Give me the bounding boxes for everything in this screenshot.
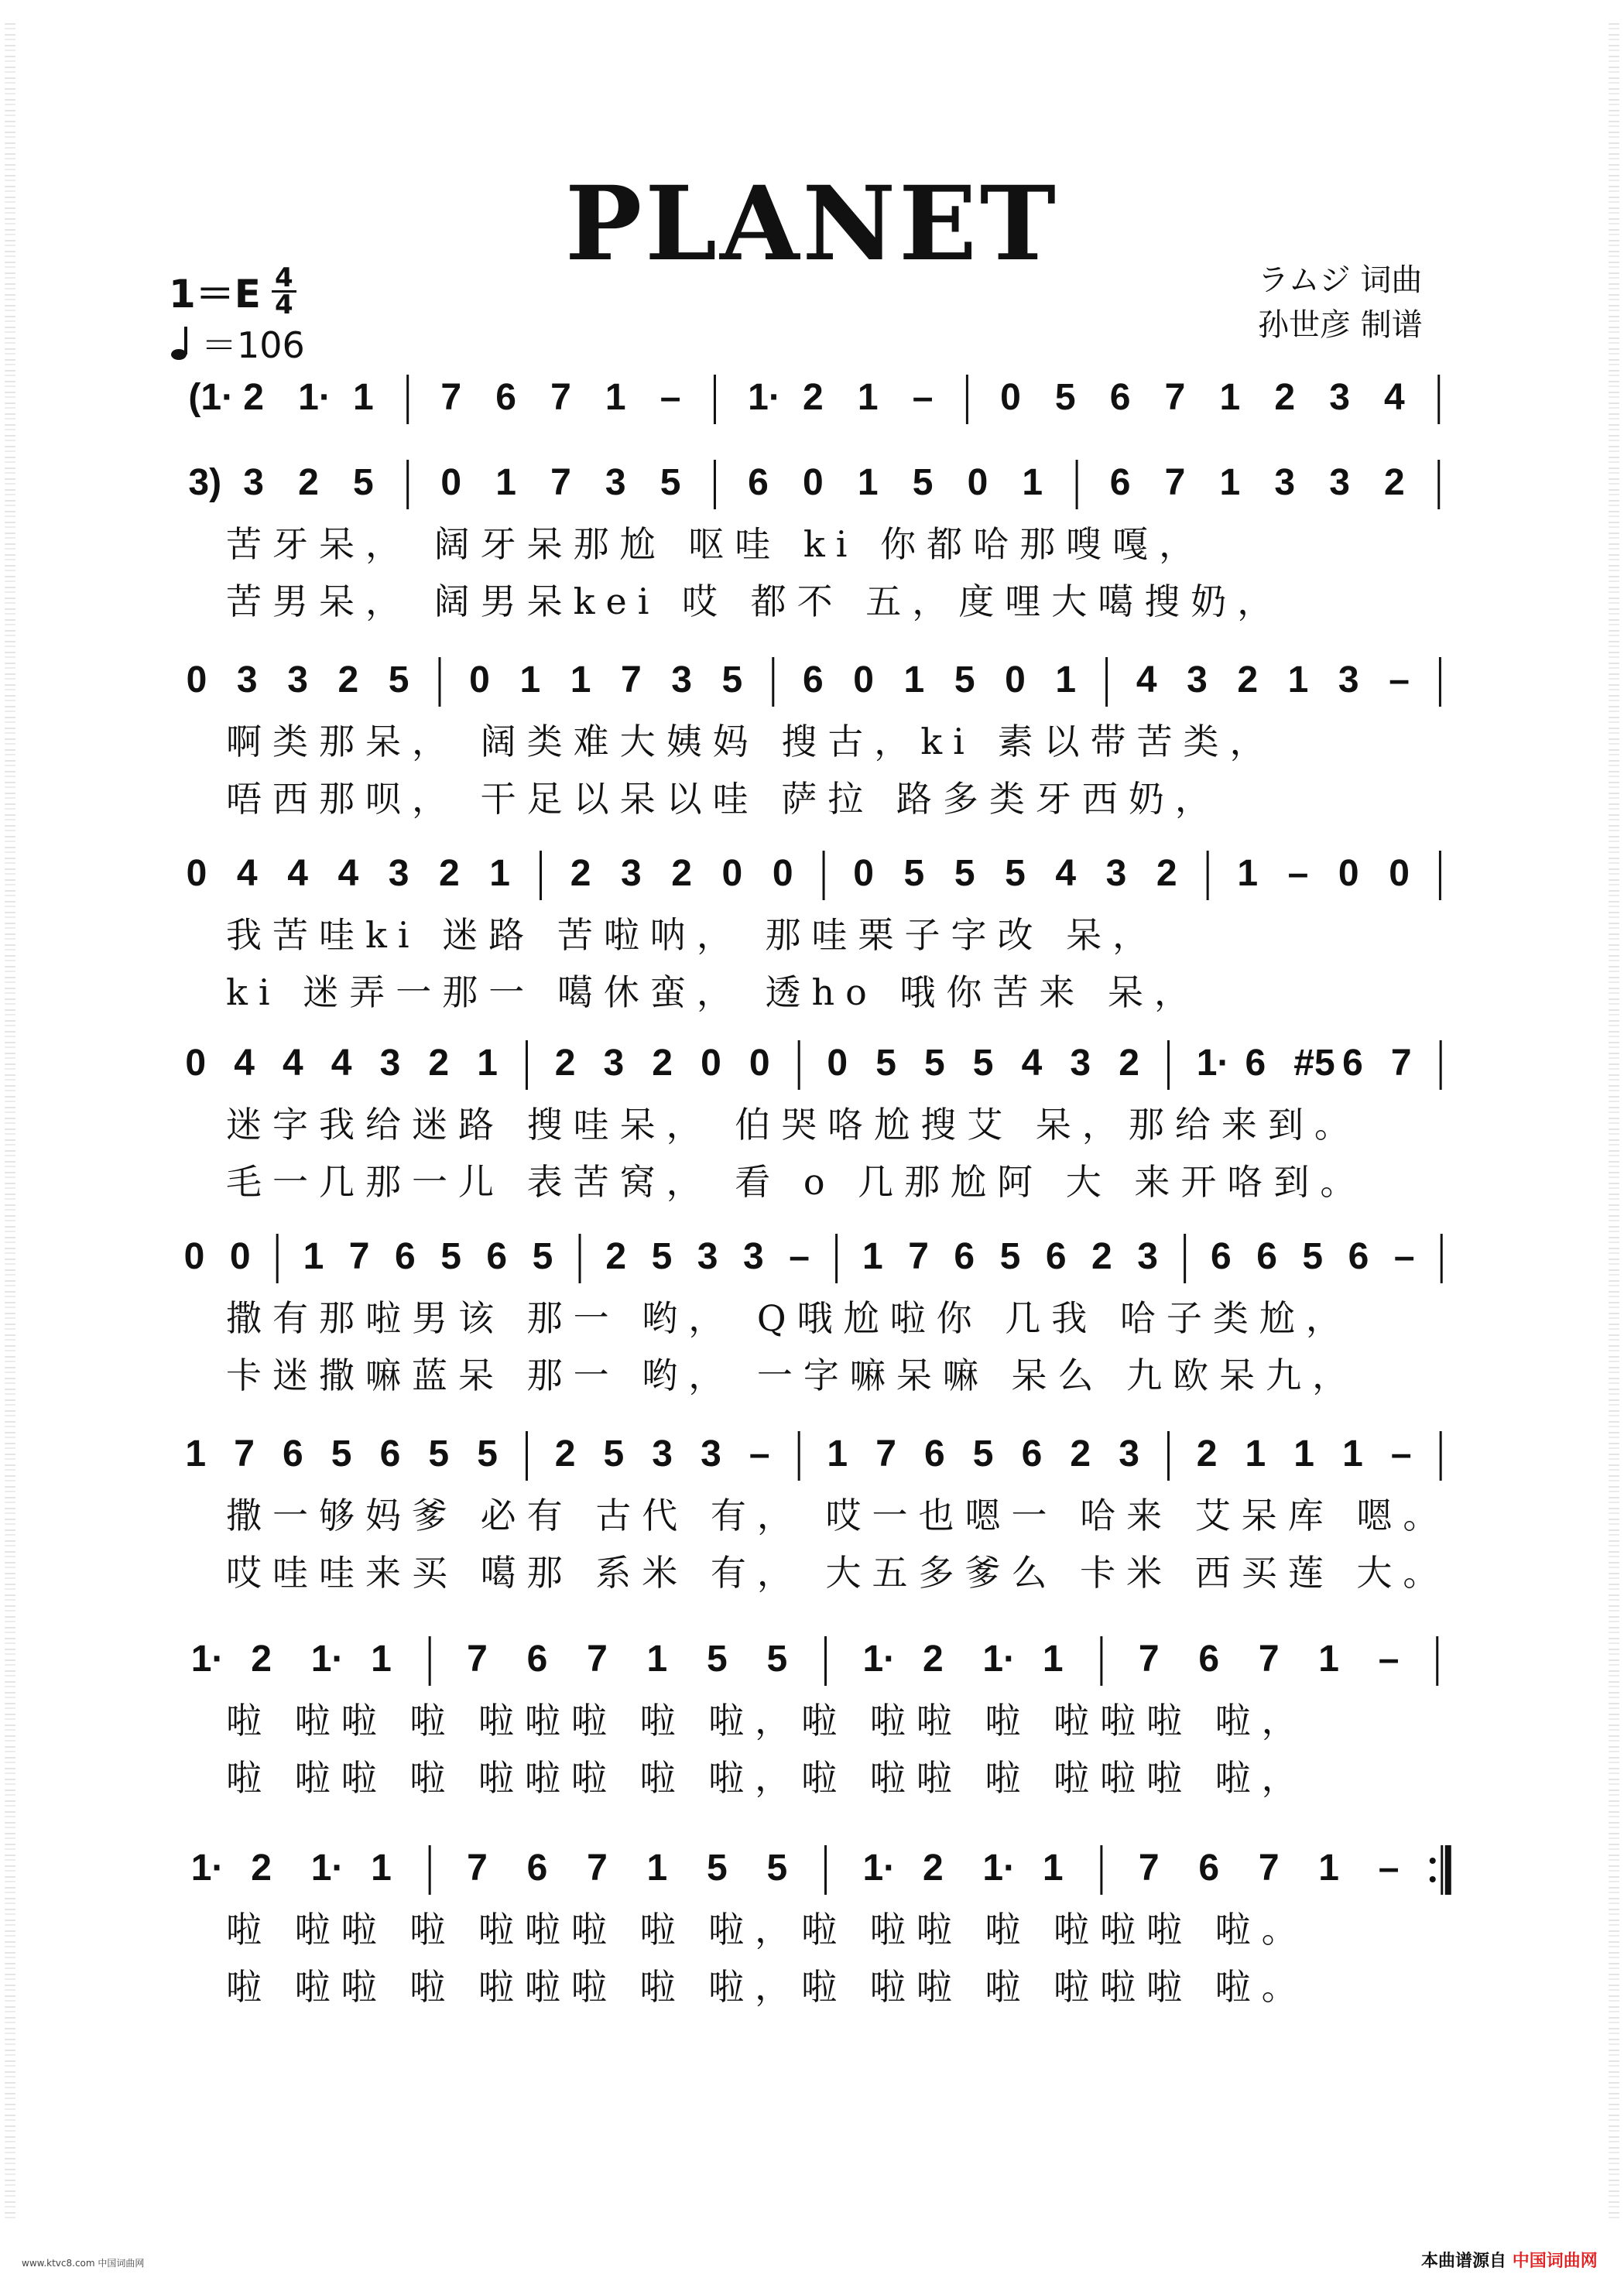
jianpu-note: – <box>660 377 681 418</box>
jianpu-note: 6 <box>1348 1236 1369 1277</box>
jianpu-note: 1 <box>1055 659 1077 700</box>
jianpu-note: 1 <box>1318 1639 1339 1680</box>
jianpu-note: 0 <box>853 853 874 894</box>
jianpu-note: 7 <box>1390 1043 1412 1084</box>
lyric-line: ki 迷弄一那一 噶休蛮， 透ho 哦你苦来 呆， <box>226 971 1201 1013</box>
jianpu-note: 3 <box>1105 853 1127 894</box>
jianpu-note: 2 <box>570 853 591 894</box>
jianpu-note: 6 <box>526 1639 548 1680</box>
jianpu-note: 5 <box>721 659 743 700</box>
jianpu-note: 3 <box>701 1433 721 1474</box>
jianpu-note: 6 <box>283 1433 303 1474</box>
jianpu-note: #5 <box>1293 1043 1335 1084</box>
jianpu-note: 7 <box>467 1848 488 1889</box>
jianpu-note: 1 <box>862 1236 883 1277</box>
jianpu-note: 7 <box>550 377 571 418</box>
jianpu-note: 0 <box>183 1236 205 1277</box>
lyric-line: 哎哇哇来买 噶那 系米 有， 大五多爹么 卡米 西买莲 大。 <box>226 1552 1450 1594</box>
jianpu-note: 3 <box>1070 1043 1091 1084</box>
jianpu-note: 2 <box>1156 853 1177 894</box>
lyric-line: 啦 啦啦 啦 啦啦啦 啦 啦，啦 啦啦 啦 啦啦啦 啦， <box>226 1700 1308 1742</box>
jianpu-note: 5 <box>1005 853 1026 894</box>
jianpu-note: 5 <box>1054 377 1076 418</box>
jianpu-note: 4 <box>1136 659 1157 700</box>
jianpu-note: 4 <box>1384 377 1405 418</box>
jianpu-note: 1 <box>477 1043 498 1084</box>
jianpu-note: 4 <box>1055 853 1077 894</box>
jianpu-note: 2 <box>251 1848 272 1889</box>
jianpu-note: 5 <box>972 1433 994 1474</box>
jianpu-note: 1 <box>303 1236 324 1277</box>
jianpu-note: 7 <box>1138 1639 1160 1680</box>
jianpu-note: 5 <box>532 1236 553 1277</box>
jianpu-note: 6 <box>1245 1043 1266 1084</box>
jianpu-note: 2 <box>1196 1433 1218 1474</box>
jianpu-note: 1 <box>185 1433 207 1474</box>
jianpu-note: 0 <box>185 1043 207 1084</box>
jianpu-note: 1 <box>605 377 626 418</box>
jianpu-note: 3 <box>236 659 258 700</box>
jianpu-note: 3 <box>388 853 409 894</box>
jianpu-note: 1 <box>352 377 374 418</box>
jianpu-note: 5 <box>1302 1236 1324 1277</box>
jianpu-note: 3 <box>621 853 642 894</box>
jianpu-note: 7 <box>1258 1639 1280 1680</box>
jianpu-note: 6 <box>748 462 769 503</box>
jianpu-note: 2 <box>439 853 460 894</box>
transcriber-credit: 孙世彦 制谱 <box>1258 307 1423 343</box>
jianpu-note: – <box>789 1236 810 1277</box>
jianpu-note: 6 <box>803 659 824 700</box>
jianpu-note: 5 <box>766 1848 788 1889</box>
jianpu-note: 1 <box>1293 1433 1314 1474</box>
jianpu-note: 1 <box>519 659 541 700</box>
footer-brand: 中国词曲网 <box>1512 2252 1598 2271</box>
jianpu-note: 6 <box>924 1433 945 1474</box>
jianpu-note: 1 <box>1219 462 1241 503</box>
tempo-label: ＝106 <box>201 324 305 366</box>
jianpu-note: 6 <box>1198 1848 1220 1889</box>
jianpu-note: 4 <box>1021 1043 1043 1084</box>
lyric-line: 撒一够妈爹 必有 古代 有， 哎一也嗯一 哈来 艾呆库 嗯。 <box>226 1495 1450 1536</box>
jianpu-note: 5 <box>912 462 934 503</box>
jianpu-note: 4 <box>287 853 308 894</box>
jianpu-note: – <box>1393 1236 1415 1277</box>
jianpu-note: 0 <box>1000 377 1021 418</box>
jianpu-note: 5 <box>903 853 925 894</box>
jianpu-note: 2 <box>298 462 319 503</box>
jianpu-note: 4 <box>331 1043 352 1084</box>
jianpu-note: 3 <box>1137 1236 1158 1277</box>
jianpu-note: 6 <box>526 1848 548 1889</box>
jianpu-note: 7 <box>875 1433 896 1474</box>
meter-top: 4 <box>272 265 296 293</box>
jianpu-note: 6 <box>1256 1236 1277 1277</box>
jianpu-note: 7 <box>1164 462 1186 503</box>
lyric-line: 卡迷撒嘛蓝呆 那一 哟， 一字嘛呆嘛 呆么 九欧呆九， <box>226 1355 1359 1396</box>
lyric-line: 迷字我给迷路 搜哇呆， 伯哭咯尬搜艾 呆，那给来到。 <box>226 1104 1361 1146</box>
jianpu-note: 3 <box>652 1433 673 1474</box>
jianpu-note: 2 <box>243 377 264 418</box>
jianpu-note: 5 <box>954 853 975 894</box>
jianpu-note: 5 <box>660 462 681 503</box>
jianpu-note: 2 <box>1091 1236 1112 1277</box>
repeat-dot <box>1430 1876 1436 1882</box>
jianpu-note: 7 <box>621 659 642 700</box>
jianpu-note: 0 <box>1338 853 1359 894</box>
jianpu-note: 5 <box>388 659 409 700</box>
jianpu-note: 5 <box>477 1433 498 1474</box>
lyricist-composer-credit: ラムジ 词曲 <box>1258 262 1423 298</box>
jianpu-note: 7 <box>587 1848 608 1889</box>
jianpu-note: 5 <box>603 1433 625 1474</box>
jianpu-note: (1· <box>188 377 235 418</box>
jianpu-note: 0 <box>827 1043 848 1084</box>
jianpu-note: 0 <box>186 853 207 894</box>
jianpu-note: 7 <box>440 377 462 418</box>
lyric-line: 啦 啦啦 啦 啦啦啦 啦 啦，啦 啦啦 啦 啦啦啦 啦。 <box>226 1909 1308 1950</box>
jianpu-note: 2 <box>554 1433 576 1474</box>
jianpu-note: 3 <box>671 659 692 700</box>
jianpu-note: 7 <box>467 1639 488 1680</box>
jianpu-note: 2 <box>922 1848 944 1889</box>
jianpu-note: 1 <box>1287 659 1309 700</box>
jianpu-note: 2 <box>251 1639 272 1680</box>
jianpu-note: 7 <box>1164 377 1186 418</box>
jianpu-note: 1 <box>1042 1639 1064 1680</box>
jianpu-note: 5 <box>999 1236 1021 1277</box>
lyric-line: 啊类那呆， 阔类难大姨妈 搜古，ki 素以带苦类， <box>226 721 1276 762</box>
jianpu-note: 2 <box>605 1236 627 1277</box>
jianpu-note: 1 <box>903 659 925 700</box>
jianpu-note: 0 <box>186 659 207 700</box>
lyric-line: 撒有那啦男该 那一 哟， Q哦尬啦你 几我 哈子类尬， <box>226 1297 1352 1339</box>
jianpu-note: 1 <box>489 853 510 894</box>
jianpu-note: 5 <box>707 1848 728 1889</box>
jianpu-note: 3 <box>379 1043 401 1084</box>
jianpu-note: 0 <box>1389 853 1410 894</box>
jianpu-note: 0 <box>803 462 824 503</box>
jianpu-note: 1 <box>1318 1848 1339 1889</box>
jianpu-note: 3 <box>1187 659 1208 700</box>
lyric-line: 毛一几那一儿 表苦窝， 看 o 几那尬阿 大 来开咯到。 <box>226 1161 1367 1203</box>
jianpu-note: 2 <box>1384 462 1405 503</box>
jianpu-note: – <box>1378 1639 1400 1680</box>
jianpu-note: 3 <box>1329 462 1350 503</box>
jianpu-note: 3 <box>603 1043 625 1084</box>
jianpu-note: 4 <box>236 853 258 894</box>
footer-source-prefix: 本曲谱源自 <box>1421 2252 1507 2271</box>
jianpu-note: 1 <box>1219 377 1241 418</box>
jianpu-note: 5 <box>707 1639 728 1680</box>
jianpu-note: 1 <box>1237 853 1259 894</box>
jianpu-note: 5 <box>954 659 975 700</box>
jianpu-note: 6 <box>379 1433 401 1474</box>
jianpu-note: 0 <box>967 462 988 503</box>
jianpu-note: – <box>1287 853 1309 894</box>
footer-website: www.ktvc8.com 中国词曲网 <box>22 2258 145 2269</box>
jianpu-note: 1 <box>1342 1433 1363 1474</box>
lyric-line: 啦 啦啦 啦 啦啦啦 啦 啦，啦 啦啦 啦 啦啦啦 啦， <box>226 1757 1308 1799</box>
jianpu-note: 1 <box>1042 1848 1064 1889</box>
jianpu-note: 1 <box>1022 462 1043 503</box>
jianpu-note: 1· <box>862 1639 896 1680</box>
lyric-line: 苦牙呆， 阔牙呆那尬 呕哇 ki 你都哈那嗖嘎， <box>226 523 1206 565</box>
footer-source <box>1421 2248 1598 2272</box>
jianpu-note: 7 <box>587 1639 608 1680</box>
jianpu-note: 2 <box>803 377 824 418</box>
jianpu-note: 0 <box>229 1236 251 1277</box>
meter-bottom: 4 <box>274 289 293 320</box>
jianpu-note: 4 <box>283 1043 303 1084</box>
jianpu-note: 0 <box>440 462 462 503</box>
jianpu-note: 5 <box>352 462 374 503</box>
jianpu-note: 5 <box>428 1433 450 1474</box>
jianpu-note: 1 <box>646 1848 668 1889</box>
key-label: 1＝E <box>169 272 261 317</box>
jianpu-note: 2 <box>671 853 692 894</box>
jianpu-note: – <box>1390 1433 1412 1474</box>
jianpu-note: 6 <box>954 1236 975 1277</box>
jianpu-note: 2 <box>652 1043 673 1084</box>
jianpu-note: 0 <box>721 853 743 894</box>
lyric-line: 啦 啦啦 啦 啦啦啦 啦 啦，啦 啦啦 啦 啦啦啦 啦。 <box>226 1966 1308 2008</box>
jianpu-note: 1· <box>982 1639 1016 1680</box>
jianpu-note: 5 <box>331 1433 352 1474</box>
jianpu-note: 6 <box>1109 377 1131 418</box>
jianpu-note: 0 <box>749 1043 770 1084</box>
jianpu-note: 3 <box>697 1236 718 1277</box>
jianpu-note: 3 <box>605 462 626 503</box>
jianpu-note: 5 <box>972 1043 994 1084</box>
jianpu-note: 7 <box>348 1236 370 1277</box>
jianpu-note: 2 <box>1274 377 1296 418</box>
jianpu-note: 3 <box>287 659 308 700</box>
jianpu-note: 0 <box>772 853 793 894</box>
jianpu-note: 6 <box>1342 1043 1363 1084</box>
jianpu-note: 3 <box>1119 1433 1139 1474</box>
jianpu-note: 1 <box>1245 1433 1266 1474</box>
jianpu-note: 1· <box>298 377 331 418</box>
jianpu-note: 1 <box>371 1639 392 1680</box>
jianpu-note: 2 <box>428 1043 450 1084</box>
jianpu-note: 1· <box>982 1848 1016 1889</box>
jianpu-note: 5 <box>924 1043 945 1084</box>
jianpu-note: 1· <box>1196 1043 1230 1084</box>
jianpu-note: 6 <box>486 1236 508 1277</box>
jianpu-note: 3 <box>1329 377 1350 418</box>
lyric-line: 我苦哇ki 迷路 苦啦呐， 那哇栗子字改 呆， <box>226 914 1160 956</box>
jianpu-note: 3) <box>188 462 222 503</box>
lyric-line: 唔西那呗， 干足以呆以哇 萨拉 路多类牙西奶， <box>226 778 1221 820</box>
jianpu-note: 1· <box>310 1848 344 1889</box>
jianpu-note: – <box>1378 1848 1400 1889</box>
jianpu-note: 1 <box>646 1639 668 1680</box>
jianpu-note: 1 <box>495 462 516 503</box>
jianpu-note: 2 <box>337 659 359 700</box>
jianpu-note: 7 <box>1138 1848 1160 1889</box>
jianpu-note: 1 <box>857 462 879 503</box>
jianpu-note: 1 <box>827 1433 848 1474</box>
jianpu-note: – <box>749 1433 770 1474</box>
jianpu-note: – <box>912 377 934 418</box>
jianpu-note: 6 <box>1211 1236 1232 1277</box>
jianpu-note: 5 <box>766 1639 788 1680</box>
jianpu-note: 7 <box>234 1433 255 1474</box>
jianpu-note: 6 <box>1021 1433 1043 1474</box>
jianpu-note: 4 <box>234 1043 255 1084</box>
jianpu-note: 2 <box>922 1639 944 1680</box>
jianpu-note: 1· <box>190 1848 224 1889</box>
jianpu-note: 4 <box>337 853 359 894</box>
jianpu-note: 1 <box>371 1848 392 1889</box>
jianpu-note: 0 <box>853 659 874 700</box>
jianpu-note: 7 <box>908 1236 929 1277</box>
jianpu-note: 2 <box>1237 659 1259 700</box>
jianpu-note: 6 <box>1109 462 1131 503</box>
jianpu-note: 5 <box>651 1236 673 1277</box>
jianpu-note: 1 <box>857 377 879 418</box>
jianpu-note: 1· <box>748 377 781 418</box>
jianpu-note: 7 <box>1258 1848 1280 1889</box>
jianpu-note: 3 <box>743 1236 764 1277</box>
jianpu-note: 6 <box>394 1236 416 1277</box>
jianpu-note: 0 <box>701 1043 721 1084</box>
jianpu-note: – <box>1389 659 1410 700</box>
jianpu-note: 1· <box>310 1639 344 1680</box>
jianpu-note: 0 <box>1005 659 1026 700</box>
jianpu-note: 1· <box>862 1848 896 1889</box>
jianpu-note: 2 <box>554 1043 576 1084</box>
repeat-dot <box>1430 1858 1436 1864</box>
jianpu-note: 1 <box>570 659 591 700</box>
lyric-line: 苦男呆， 阔男呆kei 哎 都不 五，度哩大噶搜奶， <box>226 581 1284 622</box>
jianpu-note: 3 <box>243 462 264 503</box>
jianpu-note: 0 <box>469 659 490 700</box>
jianpu-note: 2 <box>1070 1433 1091 1474</box>
jianpu-note: 3 <box>1338 659 1359 700</box>
jianpu-note: 5 <box>440 1236 461 1277</box>
jianpu-note: 6 <box>1045 1236 1067 1277</box>
jianpu-note: 2 <box>1119 1043 1139 1084</box>
jianpu-note: 6 <box>495 377 516 418</box>
jianpu-note: 6 <box>1198 1639 1220 1680</box>
song-title: PLANET <box>565 164 1059 284</box>
jianpu-note: 7 <box>550 462 571 503</box>
jianpu-note: 5 <box>875 1043 896 1084</box>
jianpu-note: 3 <box>1274 462 1296 503</box>
jianpu-note: 1· <box>190 1639 224 1680</box>
